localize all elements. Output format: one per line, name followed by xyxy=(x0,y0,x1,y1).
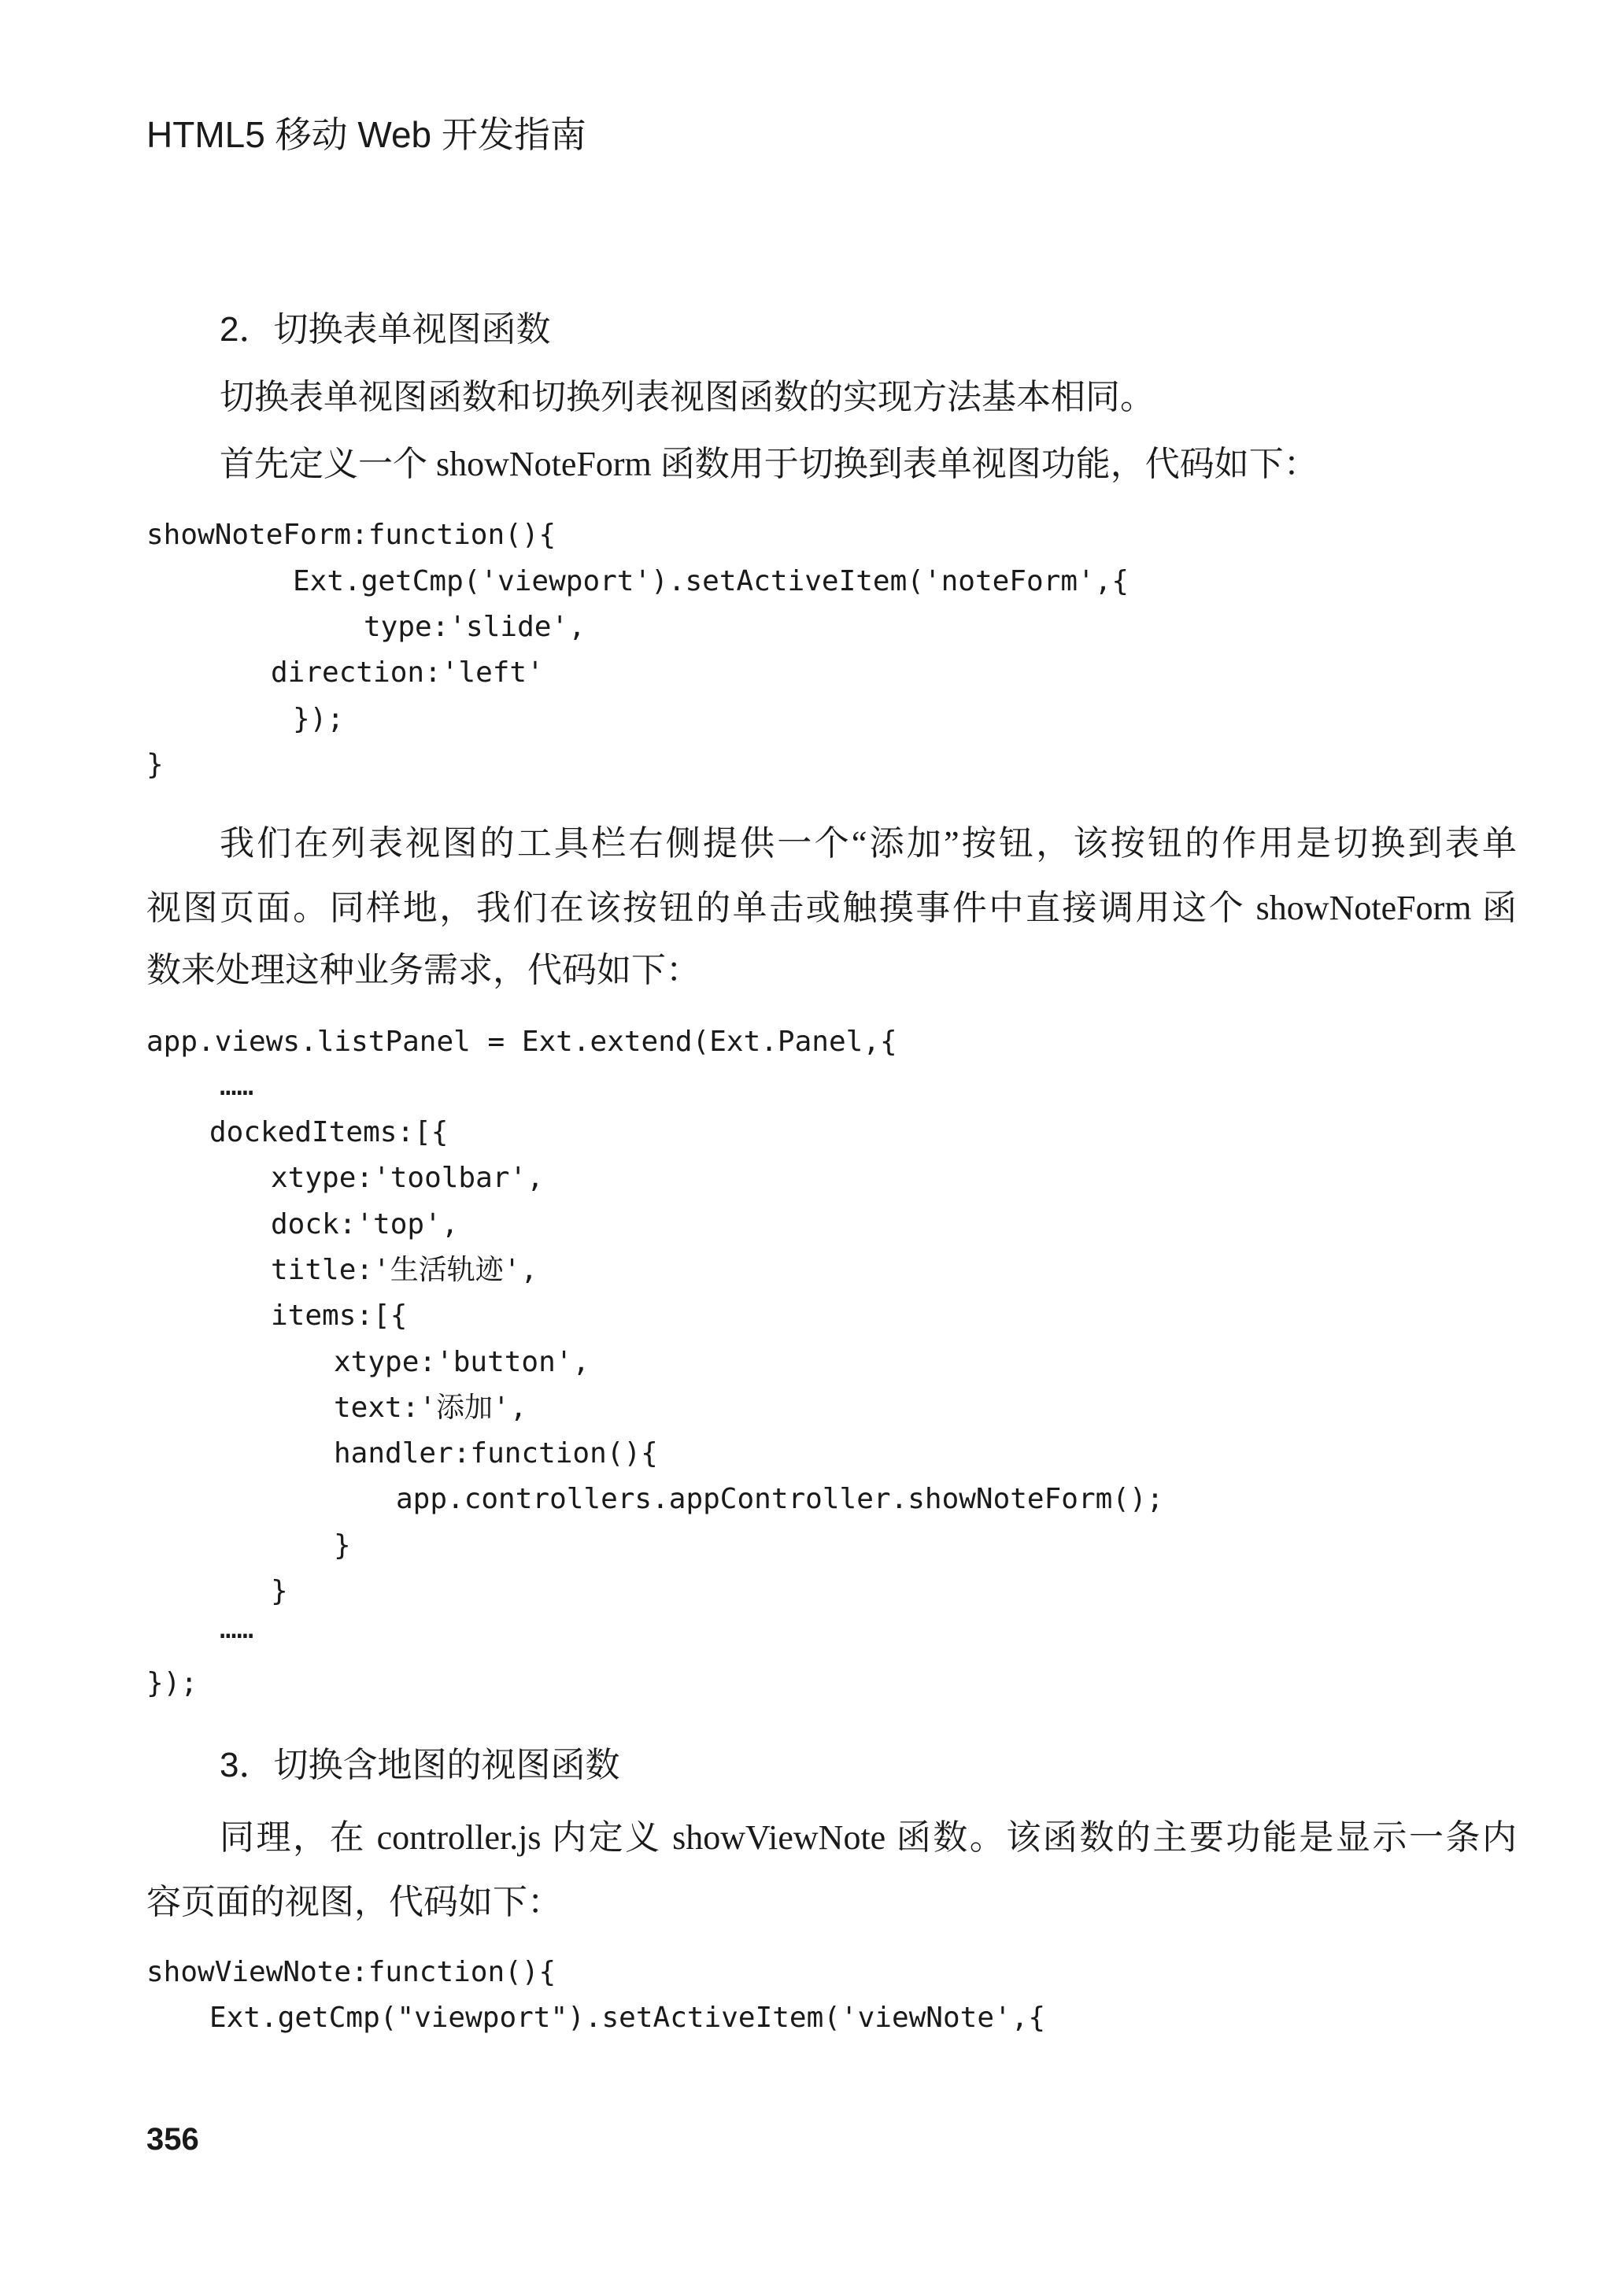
paragraph-line: 容页面的视图，代码如下： xyxy=(146,1883,562,1921)
paragraph-line: 我们在列表视图的工具栏右侧提供一个“添加”按钮，该按钮的作用是切换到表单 xyxy=(220,824,1517,863)
code-line: title:'生活轨迹', xyxy=(271,1254,538,1286)
code-line: type:'slide', xyxy=(364,611,586,643)
code-line: direction:'left' xyxy=(271,656,544,689)
code-line: app.controllers.appController.showNoteForm(); xyxy=(396,1483,1164,1515)
section-heading: 2．切换表单视图函数 xyxy=(220,310,551,349)
paragraph-line: 视图页面。同样地，我们在该按钮的单击或触摸事件中直接调用这个 showNoteForm 函 xyxy=(146,889,1517,927)
code-line: xtype:'button', xyxy=(334,1346,590,1378)
code-line: …… xyxy=(220,1613,254,1645)
code-line: }); xyxy=(293,703,345,735)
page-number: 356 xyxy=(146,2122,199,2157)
code-line: xtype:'toolbar', xyxy=(271,1162,544,1194)
code-line: …… xyxy=(220,1070,254,1102)
code-line: Ext.getCmp('viewport').setActiveItem('noteForm',{ xyxy=(293,565,1130,597)
code-line: Ext.getCmp("viewport").setActiveItem('viewNote',{ xyxy=(209,2002,1046,2034)
section-heading: 3．切换含地图的视图函数 xyxy=(220,1746,620,1784)
code-line: showViewNote:function(){ xyxy=(146,1956,556,1988)
code-line: app.views.listPanel = Ext.extend(Ext.Panel,{ xyxy=(146,1026,897,1058)
running-head: HTML5 移动 Web 开发指南 xyxy=(146,114,586,155)
code-line: text:'添加', xyxy=(334,1392,527,1424)
code-line: } xyxy=(334,1529,351,1562)
code-line: dock:'top', xyxy=(271,1208,459,1240)
code-line: } xyxy=(271,1575,288,1607)
paragraph-line: 切换表单视图函数和切换列表视图函数的实现方法基本相同。 xyxy=(220,378,1155,416)
code-line: items:[{ xyxy=(271,1300,408,1332)
paragraph-line: 数来处理这种业务需求，代码如下： xyxy=(146,951,701,989)
code-line: } xyxy=(146,749,164,781)
code-line: }); xyxy=(146,1667,198,1699)
code-line: handler:function(){ xyxy=(334,1437,658,1470)
code-line: showNoteForm:function(){ xyxy=(146,519,556,551)
code-line: dockedItems:[{ xyxy=(209,1116,449,1148)
paragraph-line: 同理，在 controller.js 内定义 showViewNote 函数。该函数的主要功能是显示一条内 xyxy=(220,1818,1517,1857)
paragraph-line: 首先定义一个 showNoteForm 函数用于切换到表单视图功能，代码如下： xyxy=(220,445,1318,483)
